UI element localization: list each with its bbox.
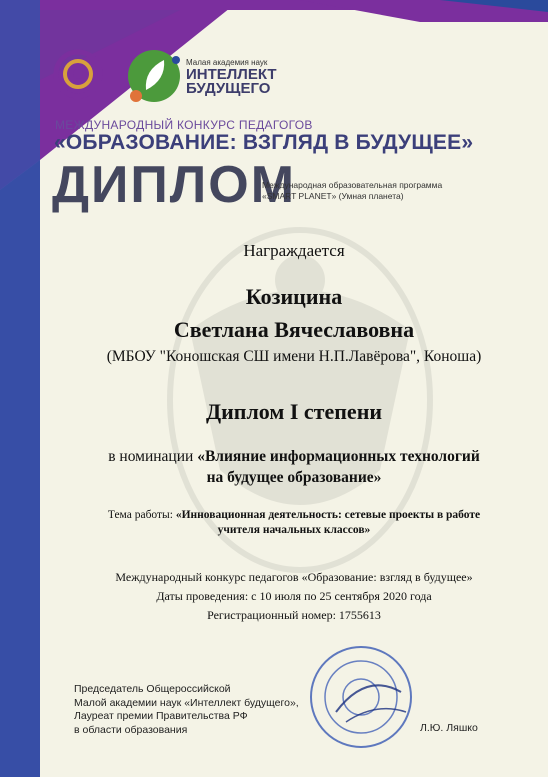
signer-name: Л.Ю. Ляшко [420,722,478,734]
nomination-title-2: на будущее образование» [206,469,382,486]
nomination-line-2 [40,467,548,488]
program-line-2: «SMART PLANET» (Умная планета) [262,191,404,201]
chairman-line-2: Малой академии наук «Интеллект будущего», [74,696,299,709]
diploma-heading: ДИПЛОМ [52,156,297,214]
recipient-organization: (МБОУ "Коношская СШ имени Н.П.Лавёрова", Коноша) [106,348,482,365]
info-registration: Регистрационный номер: 1755613 [207,608,381,622]
work-theme-line-1 [40,508,548,523]
contest-line: МЕЖДУНАРОДНЫЙ КОНКУРС ПЕДАГОГОВ [55,118,313,132]
chairman-line-4: в области образования [74,723,188,736]
academy-small-label: Малая академия наук [186,58,268,67]
nomination-prefix: в номинации [108,448,194,465]
nomination [40,446,548,488]
theme-title-2: учителя начальных классов» [217,524,371,536]
nomination-line-1 [40,446,548,467]
work-theme [40,508,548,538]
nomination-title-1: «Влияние информационных технологий [197,448,480,465]
program-label [262,180,502,202]
theme-title-1: «Инновационная деятельность: сетевые проекты в работе [175,509,481,521]
work-theme-line-2 [40,523,548,538]
awarded-label: Награждается [243,241,345,260]
chairman-block [74,683,299,737]
stripe-left-edge [0,0,40,777]
theme-prefix: Тема работы: [107,509,173,521]
diploma-degree: Диплом I степени [205,399,383,424]
official-stamp [306,642,416,752]
recipient-surname: Козицина [245,284,343,309]
chairman-line-1: Председатель Общероссийской [74,683,231,695]
academy-name [186,68,296,96]
academy-name-line-2: БУДУЩЕГО [186,80,271,97]
info-contest: Международный конкурс педагогов «Образование: взгляд в будущее» [115,570,473,584]
program-line-1: Международная образовательная программа [262,180,443,190]
academy-leaf-logo [124,46,186,106]
academy-name-line-1: ИНТЕЛЛЕКТ [186,66,277,83]
contest-title: «ОБРАЗОВАНИЕ: ВЗГЛЯД В БУДУЩЕЕ» [54,131,474,154]
contest-info [40,568,548,625]
chairman-line-3: Лауреат премии Правительства РФ [74,710,248,722]
info-dates: Даты проведения: с 10 июля по 25 сентября 2020 года [156,589,432,603]
contest-ring-logo [52,46,104,102]
recipient-name: Светлана Вячеславовна [173,317,415,342]
